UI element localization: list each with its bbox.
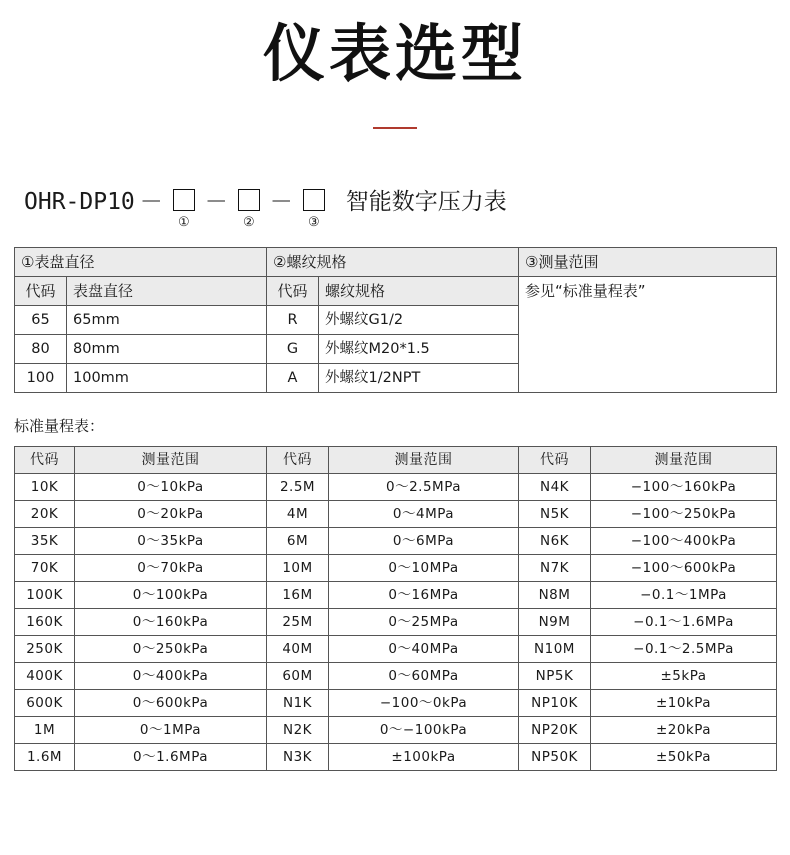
range-cell: ±10kPa <box>591 690 777 717</box>
dial-code: 65 <box>15 306 67 335</box>
range-cell: −100～400kPa <box>591 528 777 555</box>
range-cell: 10K <box>15 474 75 501</box>
model-prefix: OHR-DP10 <box>24 189 135 216</box>
model-dash-1: － <box>139 189 163 216</box>
range-table-caption: 标准量程表： <box>14 417 105 436</box>
table-row <box>15 609 777 636</box>
range-cell: 0～4MPa <box>329 501 519 528</box>
range-cell: N8M <box>519 582 591 609</box>
range-cell: 0～6MPa <box>329 528 519 555</box>
range-cell: 100K <box>15 582 75 609</box>
subheader-dial-value: 表盘直径 <box>67 277 267 306</box>
table-row <box>15 690 777 717</box>
range-cell: 35K <box>15 528 75 555</box>
range-cell: 0～35kPa <box>75 528 267 555</box>
range-cell: N6K <box>519 528 591 555</box>
selection-table-header-row <box>15 248 777 277</box>
range-cell: N1K <box>267 690 329 717</box>
table-row <box>15 744 777 771</box>
thread-code: G <box>267 335 319 364</box>
selection-header-range: ③测量范围 <box>519 248 777 277</box>
selection-header-thread: ②螺纹规格 <box>267 248 519 277</box>
range-cell: 2.5M <box>267 474 329 501</box>
model-slot-box-2 <box>238 189 260 211</box>
range-cell: −100～250kPa <box>591 501 777 528</box>
range-cell: 6M <box>267 528 329 555</box>
range-cell: 0～70kPa <box>75 555 267 582</box>
range-cell: 0～−100kPa <box>329 717 519 744</box>
range-cell: 25M <box>267 609 329 636</box>
thread-code: R <box>267 306 319 335</box>
range-cell: −100～0kPa <box>329 690 519 717</box>
range-header-code-1: 代码 <box>15 447 75 474</box>
range-cell: 0～400kPa <box>75 663 267 690</box>
model-slot-2 <box>233 185 265 229</box>
selection-range-note: 参见“标准量程表” <box>519 277 777 393</box>
range-cell: 400K <box>15 663 75 690</box>
subheader-thread-value: 螺纹规格 <box>319 277 519 306</box>
range-cell: NP20K <box>519 717 591 744</box>
range-cell: N2K <box>267 717 329 744</box>
range-cell: ±100kPa <box>329 744 519 771</box>
model-dash-2: － <box>204 189 228 216</box>
range-header-range-3: 测量范围 <box>591 447 777 474</box>
range-cell: 0～1MPa <box>75 717 267 744</box>
model-slot-number-1: ① <box>177 214 190 230</box>
range-cell: 600K <box>15 690 75 717</box>
range-cell: NP50K <box>519 744 591 771</box>
thread-code: A <box>267 364 319 393</box>
range-cell: 250K <box>15 636 75 663</box>
range-header-code-3: 代码 <box>519 447 591 474</box>
table-row <box>15 717 777 744</box>
range-header-code-2: 代码 <box>267 447 329 474</box>
range-cell: 0～60MPa <box>329 663 519 690</box>
thread-value: 外螺纹M20*1.5 <box>319 335 519 364</box>
range-cell: 0～16MPa <box>329 582 519 609</box>
title-divider <box>373 127 417 129</box>
range-cell: NP10K <box>519 690 591 717</box>
table-row <box>15 555 777 582</box>
product-name: 智能数字压力表 <box>345 189 507 216</box>
range-cell: NP5K <box>519 663 591 690</box>
range-cell: N10M <box>519 636 591 663</box>
table-row <box>15 663 777 690</box>
range-cell: 20K <box>15 501 75 528</box>
range-cell: 0～10kPa <box>75 474 267 501</box>
range-cell: N7K <box>519 555 591 582</box>
range-cell: 0～160kPa <box>75 609 267 636</box>
range-cell: −0.1～1MPa <box>591 582 777 609</box>
range-cell: 1.6M <box>15 744 75 771</box>
range-cell: −0.1～2.5MPa <box>591 636 777 663</box>
range-cell: 0～1.6MPa <box>75 744 267 771</box>
page-root <box>0 18 790 855</box>
range-cell: ±20kPa <box>591 717 777 744</box>
range-cell: 70K <box>15 555 75 582</box>
dial-code: 100 <box>15 364 67 393</box>
range-cell: 40M <box>267 636 329 663</box>
selection-table-subheader-row <box>15 277 777 306</box>
selection-header-dial: ①表盘直径 <box>15 248 267 277</box>
range-cell: 0～10MPa <box>329 555 519 582</box>
model-slot-1 <box>168 185 200 229</box>
range-cell: N3K <box>267 744 329 771</box>
range-cell: −100～160kPa <box>591 474 777 501</box>
dial-value: 65mm <box>67 306 267 335</box>
dial-code: 80 <box>15 335 67 364</box>
table-row <box>15 528 777 555</box>
table-row <box>15 636 777 663</box>
range-cell: ±50kPa <box>591 744 777 771</box>
range-header-range-2: 测量范围 <box>329 447 519 474</box>
range-cell: 1M <box>15 717 75 744</box>
model-code-line <box>24 185 790 237</box>
range-cell: N4K <box>519 474 591 501</box>
dial-value: 80mm <box>67 335 267 364</box>
range-cell: 0～250kPa <box>75 636 267 663</box>
range-cell: −100～600kPa <box>591 555 777 582</box>
model-slot-3 <box>298 185 330 229</box>
page-title: 仪表选型 <box>262 17 527 90</box>
range-cell: 4M <box>267 501 329 528</box>
range-cell: 0～40MPa <box>329 636 519 663</box>
range-table <box>14 446 777 771</box>
range-cell: 0～2.5MPa <box>329 474 519 501</box>
range-cell: −0.1～1.6MPa <box>591 609 777 636</box>
dial-value: 100mm <box>67 364 267 393</box>
model-dash-3: － <box>269 189 293 216</box>
range-cell: 0～20kPa <box>75 501 267 528</box>
model-slot-box-3 <box>303 189 325 211</box>
table-row <box>15 501 777 528</box>
range-cell: N9M <box>519 609 591 636</box>
range-cell: 16M <box>267 582 329 609</box>
range-header-range-1: 测量范围 <box>75 447 267 474</box>
model-slot-number-3: ③ <box>307 214 320 230</box>
thread-value: 外螺纹G1/2 <box>319 306 519 335</box>
model-slot-number-2: ② <box>242 214 255 230</box>
range-cell: 10M <box>267 555 329 582</box>
range-cell: 0～100kPa <box>75 582 267 609</box>
range-cell: 0～25MPa <box>329 609 519 636</box>
table-row <box>15 582 777 609</box>
range-cell: 160K <box>15 609 75 636</box>
model-slot-box-1 <box>173 189 195 211</box>
range-cell: 0～600kPa <box>75 690 267 717</box>
range-cell: N5K <box>519 501 591 528</box>
range-cell: 60M <box>267 663 329 690</box>
range-cell: ±5kPa <box>591 663 777 690</box>
subheader-dial-code: 代码 <box>15 277 67 306</box>
selection-table <box>14 247 777 393</box>
thread-value: 外螺纹1/2NPT <box>319 364 519 393</box>
subheader-thread-code: 代码 <box>267 277 319 306</box>
range-table-header-row <box>15 447 777 474</box>
table-row <box>15 474 777 501</box>
